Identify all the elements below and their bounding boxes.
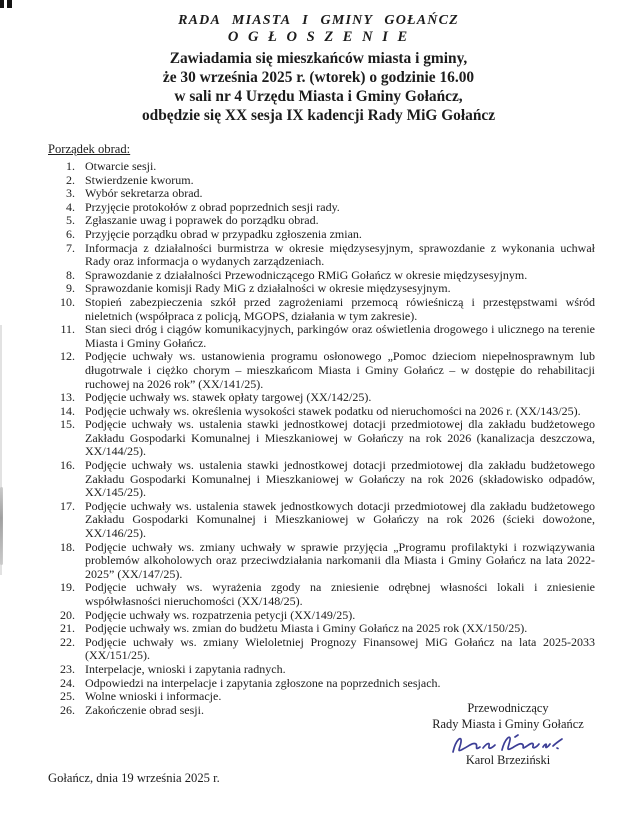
agenda-item-text: Sprawozdanie komisji Rady MiG z działalności w okresie międzysesyjnym. <box>85 281 451 296</box>
agenda-item <box>48 541 595 582</box>
agenda-item-number: 19. <box>60 580 75 595</box>
agenda-item <box>48 214 595 228</box>
agenda-item-text: Podjęcie uchwały ws. określenia wysokości stawek podatku od nieruchomości na 2026 r. (XX/143/25). <box>85 403 581 418</box>
agenda-item-text: Podjęcie uchwały ws. zmian do budżetu Miasta i Gminy Gołańcz na 2025 rok (XX/150/25). <box>85 621 528 636</box>
agenda-item <box>48 609 595 623</box>
agenda-item-number: 4. <box>66 199 75 214</box>
signatory-name: Karol Brzeziński <box>465 753 551 767</box>
agenda-item-text: Zgłaszanie uwag i poprawek do porządku obrad. <box>85 213 319 228</box>
agenda-item-number: 9. <box>66 281 75 296</box>
agenda-item-number: 15. <box>60 417 75 432</box>
notice-block <box>0 49 637 125</box>
agenda-item-text: Wolne wnioski i informacje. <box>85 689 222 704</box>
agenda-list <box>48 160 595 717</box>
notice-line-3: w sali nr 4 Urzędu Miasta i Gminy Gołańcz, <box>174 88 463 105</box>
document-header <box>0 0 637 125</box>
agenda-item-text: Podjęcie uchwały ws. ustanowienia programu osłonowego „Pomoc dzieciom niepełnosprawnym lub długotrwale i ciężko chorym – mieszkańcom Miasta i Gminy Gołańcz – w dostępie do rehabilitacji ruchowej na 2026 rok” (XX/141/25). <box>85 349 595 391</box>
agenda-item-number: 14. <box>60 403 75 418</box>
place-and-date: Gołańcz, dnia 19 września 2025 r. <box>48 771 220 785</box>
agenda-item-text: Podjęcie uchwały ws. rozpatrzenia petycji (XX/149/25). <box>85 607 356 622</box>
agenda-item-text: Podjęcie uchwały ws. ustalenia stawki jednostkowej dotacji przedmiotowej dla zakładu budżetowego Zakładu Gospodarki Komunalnej i Mieszkaniowej w Gołańczy na rok 2026 (kanalizacja deszczowa, XX/144/25). <box>85 417 595 459</box>
agenda-item-text: Stan sieci dróg i ciągów komunikacyjnych, parkingów oraz oświetlenia drogowego i ulicznego na terenie Miasta i Gminy Gołańcz. <box>85 322 595 350</box>
agenda-item <box>48 663 595 677</box>
agenda-item-text: Przyjęcie porządku obrad w przypadku zgłoszenia zmian. <box>85 226 362 241</box>
agenda-item-number: 18. <box>60 539 75 554</box>
agenda-item <box>48 391 595 405</box>
agenda-item-text: Sprawozdanie z działalności Przewodniczącego RMiG Gołańcz w okresie międzysesyjnym. <box>85 267 528 282</box>
agenda-item <box>48 269 595 283</box>
agenda-item-text: Odpowiedzi na interpelacje i zapytania zgłoszone na poprzednich sesjach. <box>85 675 441 690</box>
agenda-item <box>48 242 595 269</box>
agenda-item-text: Podjęcie uchwały ws. ustalenia stawki jednostkowej dotacji przedmiotowej dla zakładu budżetowego Zakładu Gospodarki Komunalnej i Mieszkaniowej w Gołańczy na rok 2026 (składowisko odpadów, XX/145/25). <box>85 458 595 500</box>
signatory-title-line-1: Przewodniczący <box>467 701 549 715</box>
agenda-item-number: 25. <box>60 689 75 704</box>
agenda-item-text: Podjęcie uchwały ws. stawek opłaty targowej (XX/142/25). <box>85 390 372 405</box>
agenda-item-text: Podjęcie uchwały ws. wyrażenia zgody na zniesienie odrębnej własności lokali i zniesienie współwłasności nieruchomości (XX/148/25). <box>85 580 595 608</box>
agenda-item <box>48 174 595 188</box>
notice-line-2: że 30 września 2025 r. (wtorek) o godzinie 16.00 <box>162 69 475 86</box>
agenda-item <box>48 418 595 459</box>
agenda-item-number: 24. <box>60 675 75 690</box>
agenda-item-text: Przyjęcie protokołów z obrad poprzednich sesji rady. <box>85 199 340 214</box>
agenda-item-text: Stwierdzenie kworum. <box>85 172 194 187</box>
scan-artifact-edge-smudge <box>0 487 3 565</box>
agenda-item-number: 16. <box>60 458 75 473</box>
agenda-item-text: Informacja z działalności burmistrza w okresie międzysesyjnym, sprawozdanie z wykonania uchwał Rady oraz informacja o wydanych zarządzeniach. <box>85 240 595 269</box>
notice-line-4: odbędzie się XX sesja IX kadencji Rady MiG Gołańcz <box>141 107 496 124</box>
agenda-item <box>48 500 595 541</box>
agenda-item-number: 3. <box>66 186 75 201</box>
agenda-item-number: 26. <box>60 702 75 717</box>
agenda-item-number: 7. <box>66 240 75 255</box>
agenda-item-number: 17. <box>60 498 75 513</box>
agenda-item-number: 12. <box>60 349 75 364</box>
agenda-item <box>48 228 595 242</box>
agenda-item <box>48 201 595 215</box>
agenda-item <box>48 323 595 350</box>
agenda-item-number: 1. <box>66 159 75 173</box>
agenda-item-number: 20. <box>60 607 75 622</box>
agenda-item <box>48 296 595 323</box>
agenda-item <box>48 581 595 608</box>
agenda-item <box>48 282 595 296</box>
agenda-item-text: Podjęcie uchwały ws. zmiany uchwały w sprawie przyjęcia „Programu profilaktyki i rozwiązywania problemów alkoholowych oraz przeciwdziałania narkomanii dla Miasta i Gminy Gołańcz na lata 2022-2025” (XX/147/25). <box>85 539 595 581</box>
agenda-item-number: 22. <box>60 634 75 649</box>
agenda-item-number: 10. <box>60 294 75 309</box>
agenda-item-number: 23. <box>60 661 75 676</box>
agenda-item <box>48 622 595 636</box>
agenda-item-number: 13. <box>60 390 75 405</box>
agenda-item <box>48 187 595 201</box>
agenda-item <box>48 677 595 691</box>
scan-artifact-corner <box>0 0 12 8</box>
agenda-item-text: Otwarcie sesji. <box>85 159 157 173</box>
signature-block <box>418 701 598 769</box>
agenda-item-text: Podjęcie uchwały ws. zmiany Wieloletniej Prognozy Finansowej MiG Gołańcz na lata 2025-2033 (XX/151/25). <box>85 634 595 663</box>
agenda-item-number: 2. <box>66 172 75 187</box>
agenda-item-text: Zakończenie obrad sesji. <box>85 702 204 717</box>
document-type-title: O G Ł O S Z E N I E <box>227 29 410 45</box>
agenda-item <box>48 636 595 663</box>
agenda-item-text: Stopień zabezpieczenia szkół przed zagrożeniami przemocą rówieśniczą i przestępstwami wśród nieletnich (współpraca z policją, MGOPS, działania w tym zakresie). <box>85 294 595 323</box>
agenda-item-number: 21. <box>60 621 75 636</box>
agenda-item-text: Interpelacje, wnioski i zapytania radnych. <box>85 661 286 676</box>
agenda-item-text: Wybór sekretarza obrad. <box>85 186 203 201</box>
agenda-item-text: Podjęcie uchwały ws. ustalenia stawek jednostkowych dotacji przedmiotowej dla zakładu budżetowego Zakładu Gospodarki Komunalnej i Mieszkaniowej w Gołańczy na rok 2026 (ścieki dowożone, XX/146/25). <box>85 498 595 541</box>
signatory-title-line-2: Rady Miasta i Gminy Gołańcz <box>432 716 584 731</box>
agenda-item-number: 6. <box>66 226 75 241</box>
agenda-heading: Porządek obrad: <box>48 142 131 156</box>
agenda-item <box>48 160 595 174</box>
notice-line-1: Zawiadamia się mieszkańców miasta i gminy, <box>169 50 468 67</box>
agenda-item-number: 11. <box>60 322 75 337</box>
agenda-item <box>48 350 595 391</box>
agenda-item-number: 8. <box>66 267 75 282</box>
agenda-item <box>48 459 595 500</box>
agenda-item <box>48 405 595 419</box>
council-name: RADA MIASTA I GMINY GOŁAŃCZ <box>178 13 459 28</box>
agenda-item-number: 5. <box>66 213 75 228</box>
